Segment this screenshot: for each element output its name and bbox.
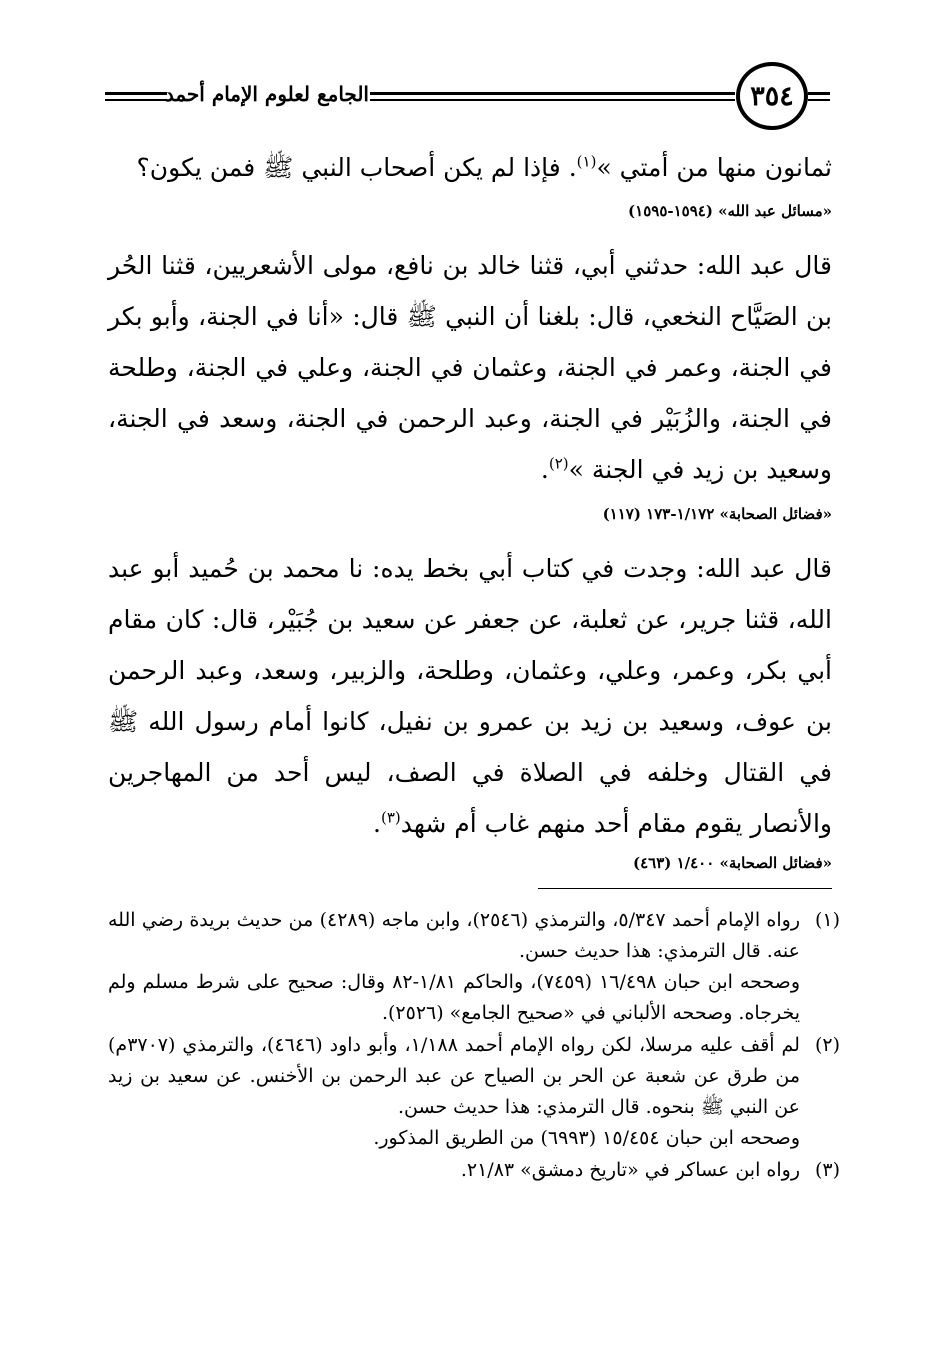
footnote-line: وصححه ابن حبان ١٥/٤٥٤ (٦٩٩٣) من الطريق المذكور. (373, 1127, 800, 1149)
paragraph-3 (108, 543, 832, 849)
source-citation-2-text: «فضائل الصحابة» ١/١٧٢-١٧٣ (١١٧) (602, 505, 832, 523)
header-rule-center (370, 92, 735, 101)
source-citation-3-text: «فضائل الصحابة» ١/٤٠٠ (٤٦٣) (632, 854, 832, 872)
footnote-ref-2[interactable]: (٢) (548, 454, 569, 473)
footnotes (108, 905, 840, 1187)
footnote-ref-1[interactable]: (١) (576, 152, 597, 171)
footnote-line: لم أقف عليه مرسلا، لكن رواه الإمام أحمد ١/١٨٨، وأبو داود (٤٦٤٦)، والترمذي (٣٧٠٧م) من طرق عن شعبة عن الحر بن الصياح عن عبد الرحمن بن الأخنس. عن سعيد بن زيد عن النبي ﷺ بنحوه. قال الترمذي: هذا حديث حسن. (108, 1034, 800, 1118)
footnote-number: (٢) (814, 1034, 840, 1056)
header-rule-right (808, 92, 830, 101)
source-citation-1-text: «مسائل عبد الله» (١٥٩٤-١٥٩٥) (628, 202, 832, 220)
header-rule-left (105, 92, 167, 101)
footnote-ref-3[interactable]: (٣) (380, 808, 401, 827)
paragraph-3-tail: . (373, 809, 381, 838)
footnote-number: (١) (814, 909, 840, 931)
footnote-separator (538, 888, 832, 889)
paragraph-1-tail: . فإذا لم يكن أصحاب النبي ﷺ فمن يكون؟ (136, 153, 577, 182)
source-citation-3 (108, 854, 832, 872)
source-citation-1 (108, 202, 832, 220)
footnote-line: رواه ابن عساكر في «تاريخ دمشق» ٢١/٨٣. (460, 1159, 800, 1181)
page-number-badge: ٣٥٤ (736, 62, 808, 130)
paragraph-2 (108, 240, 832, 495)
running-title: الجامع لعلوم الإمام أحمد (164, 82, 369, 106)
paragraph-1-text: ثمانون منها من أمتي » (596, 153, 832, 182)
footnote-2 (108, 1030, 840, 1154)
paragraph-2-tail: . (540, 455, 549, 484)
page-header (105, 62, 830, 134)
footnote-1 (108, 905, 840, 1029)
footnote-number: (٣) (814, 1159, 840, 1181)
footnote-3 (108, 1155, 840, 1186)
footnote-line: رواه الإمام أحمد ٥/٣٤٧، والترمذي (٢٥٤٦)، وابن ماجه (٤٢٨٩) من حديث بريدة رضي الله عنه. قال الترمذي: هذا حديث حسن. (108, 909, 801, 962)
paragraph-2-text: قال عبد الله: حدثني أبي، قثنا خالد بن نافع، مولى الأشعريين، قثنا الحُر بن الصَيَّاح النخعي، قال: بلغنا أن النبي ﷺ قال: «أنا في الجنة، وأبو بكر في الجنة، وعمر في الجنة، وعثمان في الجنة، وعلي في الجنة، وطلحة في الجنة، والزُبَيْر في الجنة، وعبد الرحمن في الجنة، وسعد في الجنة، وسعيد بن زيد في الجنة » (108, 251, 832, 484)
source-citation-2 (108, 505, 832, 523)
paragraph-1 (108, 142, 832, 193)
paragraph-3-text: قال عبد الله: وجدت في كتاب أبي بخط يده: نا محمد بن حُميد أبو عبد الله، قثنا جرير، عن ثعلبة، عن جعفر عن سعيد بن جُبَيْر، قال: كان مقام أبي بكر، وعمر، وعلي، وعثمان، وطلحة، والزبير، وسعد، وعبد الرحمن بن عوف، وسعيد بن زيد بن عمرو بن نفيل، كانوا أمام رسول الله ﷺ في القتال وخلفه في الصلاة في الصف، ليس أحد من المهاجرين والأنصار يقوم مقام أحد منهم غاب أم شهد (108, 554, 832, 838)
footnote-line: وصححه ابن حبان ١٦/٤٩٨ (٧٤٥٩)، والحاكم ١/٨١-٨٢ وقال: صحيح على شرط مسلم ولم يخرجاه. وصححه الألباني في «صحيح الجامع» (٢٥٢٦). (108, 971, 800, 1024)
